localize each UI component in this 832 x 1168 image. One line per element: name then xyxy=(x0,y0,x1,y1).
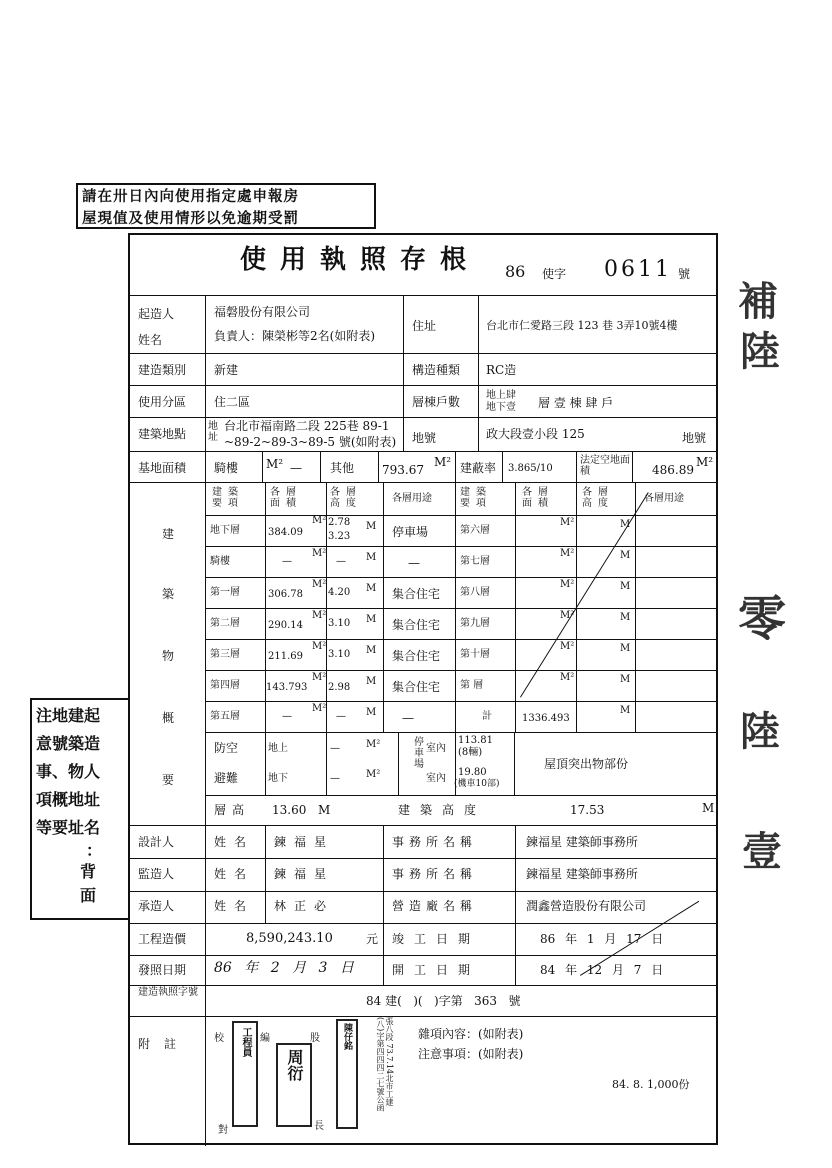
supervisor-name-label: 姓名 xyxy=(214,867,255,881)
struct-label: 構造種類 xyxy=(412,363,461,377)
cost-unit: 元 xyxy=(366,932,379,946)
storey-unit: M xyxy=(318,803,331,817)
sign-edit: 編 xyxy=(260,1033,270,1044)
side-note-line: 事、物人 xyxy=(36,762,101,781)
shelter-below: 地下 xyxy=(268,773,288,784)
floor-use: 集合住宅 xyxy=(392,587,441,601)
floor-use: — xyxy=(402,711,414,725)
unit-m: M xyxy=(620,581,631,592)
floor-height-1: 3.10 xyxy=(328,649,351,660)
other-label: 其他 xyxy=(330,461,355,475)
side-note-line: 項概地址 xyxy=(36,790,101,809)
floors-above: 地上肆 xyxy=(486,390,516,401)
floors-tail: 層 壹 棟 肆 戶 xyxy=(538,396,614,410)
notice-line-1: 請在卅日內向使用指定處申報房 xyxy=(82,188,299,205)
coverage-value: 3.865/10 xyxy=(508,463,553,474)
unit-m2: M² xyxy=(366,739,381,750)
right-edge-mark: 陸 xyxy=(740,708,780,755)
storey-label: 層高 xyxy=(214,803,251,817)
floor-use: 集合住宅 xyxy=(392,680,441,694)
building-height-unit: M xyxy=(702,801,715,815)
notice-stamp xyxy=(76,183,376,229)
floor-name-right: 第 層 xyxy=(460,680,484,691)
unit-m: M xyxy=(620,705,631,716)
floor-height-1: 2.78 xyxy=(328,517,351,528)
unit-m2: M² xyxy=(312,515,327,526)
sign-chief: 長 xyxy=(314,1121,324,1132)
designer-name: 鍊福星 xyxy=(274,835,335,849)
right-edge-mark: 零 xyxy=(738,591,787,647)
engineer-seal xyxy=(232,1021,258,1127)
roof-label: 屋頂突出物部份 xyxy=(544,757,629,771)
floor-use: 集合住宅 xyxy=(392,649,441,663)
parking-indoor-1: 室內 xyxy=(426,743,446,754)
designer-name-label: 姓名 xyxy=(214,835,255,849)
side-note-line: 意號築造 xyxy=(36,734,101,753)
designer-role: 設計人 xyxy=(138,835,175,849)
cert-suffix: 號 xyxy=(678,267,691,281)
building-side-label: 要 xyxy=(162,773,175,787)
permit-sheet xyxy=(128,233,718,1145)
floor-use: 集合住宅 xyxy=(392,618,441,632)
right-edge-mark: 陸 xyxy=(740,328,780,375)
floor-name: 第五層 xyxy=(210,711,240,722)
designer-office: 鍊福星 建築師事務所 xyxy=(526,835,638,849)
unit-m2: M² xyxy=(366,769,381,780)
floor-name: 第二層 xyxy=(210,618,240,629)
start-date: 84 年 12 月 7 日 xyxy=(540,963,664,977)
parking-indoor-2: 室內 xyxy=(426,773,446,784)
building-height-value: 17.53 xyxy=(570,803,605,817)
issue-label: 發照日期 xyxy=(138,963,187,977)
floor-name: 騎樓 xyxy=(210,556,230,567)
floor-area: — xyxy=(282,711,292,722)
address-label: 住址 xyxy=(412,319,437,333)
sign-check: 校 xyxy=(214,1033,224,1044)
header-area-2: 各層面積 xyxy=(522,487,554,509)
side-note-box xyxy=(30,698,130,920)
build-type-value: 新建 xyxy=(214,363,239,377)
header-item: 建築要項 xyxy=(212,487,244,509)
lot-suffix: 地號 xyxy=(682,431,707,445)
unit-m: M xyxy=(366,645,377,656)
builder-label: 起造人 xyxy=(138,307,175,321)
chief-seal xyxy=(276,1043,312,1127)
contractor-name: 林正必 xyxy=(274,899,335,913)
floor-area: 211.69 xyxy=(268,651,303,662)
floor-name-right: 第八層 xyxy=(460,587,490,598)
unit-m2: M² xyxy=(560,610,575,621)
shelter-above: 地上 xyxy=(268,743,288,754)
header-use-2: 各層用途 xyxy=(644,493,684,504)
header-height: 各層高度 xyxy=(330,487,362,509)
contractor-office: 潤鑫營造股份有限公司 xyxy=(526,899,647,913)
parking-value-2: 19.80 xyxy=(458,767,487,778)
site-addr-1: 台北市福南路二段 225巷 89-1 xyxy=(224,419,390,433)
floor-name: 第四層 xyxy=(210,680,240,691)
unit-m2: M² xyxy=(312,548,327,559)
unit-m2: M² xyxy=(560,548,575,559)
done-label: 竣工日期 xyxy=(392,932,481,946)
unit-m: M xyxy=(366,676,377,687)
floor-height-1: — xyxy=(336,556,346,567)
cost-value: 8,590,243.10 xyxy=(246,931,333,946)
side-note-line: ： xyxy=(86,841,103,860)
shelter-b: 避難 xyxy=(214,771,239,785)
floor-name: 地下層 xyxy=(210,525,240,536)
floor-name-right: 第十層 xyxy=(460,649,490,660)
floor-use: 停車場 xyxy=(392,525,429,539)
zone-value: 住二區 xyxy=(214,395,251,409)
designer-office-label: 事務所名稱 xyxy=(392,835,478,849)
sign-proof: 對 xyxy=(218,1125,228,1136)
header-use: 各層用途 xyxy=(392,493,432,504)
shelter-below-value: — xyxy=(330,773,340,784)
contractor-office-label: 營造廠名稱 xyxy=(392,899,478,913)
permit-label: 建造執照字號 xyxy=(138,987,198,998)
site-label: 建築地點 xyxy=(138,427,187,441)
side-note-line: 背 xyxy=(80,862,97,881)
unit-m: M xyxy=(620,643,631,654)
section-seal-text: 陳仔銘 xyxy=(342,1023,352,1050)
builder-address: 台北市仁愛路三段 123 巷 3弄10號4樓 xyxy=(486,319,678,332)
builder-rep: 負責人：陳榮彬等2名(如附表) xyxy=(214,329,375,343)
building-side-label: 建 xyxy=(162,527,175,541)
unit-m2: M² xyxy=(312,672,327,683)
notes-label: 附註 xyxy=(138,1037,191,1051)
header-item-2: 建築要項 xyxy=(460,487,492,509)
other-value: 793.67 xyxy=(382,463,424,477)
floor-height-1: 2.98 xyxy=(328,682,351,693)
print-run-footer: 84. 8. 1,000份 xyxy=(612,1078,690,1091)
page-title: 使用執照存根 xyxy=(240,245,481,275)
engineer-seal-text: 工程員 xyxy=(240,1027,251,1057)
arcade-unit: M² xyxy=(266,457,284,471)
shelter-above-value: — xyxy=(330,743,340,754)
shelter-a: 防空 xyxy=(214,741,239,755)
building-side-label: 物 xyxy=(162,649,175,663)
start-label: 開工日期 xyxy=(392,963,481,977)
notes-line-2: 注意事項：(如附表) xyxy=(418,1047,524,1061)
contractor-name-label: 姓名 xyxy=(214,899,255,913)
storey-value: 13.60 xyxy=(272,803,307,817)
issue-date: 86 年 2 月 3 日 xyxy=(214,960,354,976)
right-edge-mark: 壹 xyxy=(742,828,782,875)
notice-line-2: 屋現值及使用情形以免逾期受罰 xyxy=(82,210,299,227)
void-strike xyxy=(520,493,648,697)
side-note-line: 面 xyxy=(80,886,97,905)
floor-height-2: 3.23 xyxy=(328,531,351,542)
builder-name-label: 姓名 xyxy=(138,333,163,347)
done-date: 86 年 1 月 17 日 xyxy=(540,932,664,946)
coverage-label: 建蔽率 xyxy=(460,461,497,475)
floors-label: 層棟戶數 xyxy=(412,395,461,409)
unit-m: M xyxy=(620,674,631,685)
floor-name-right: 第九層 xyxy=(460,618,490,629)
supervisor-office-label: 事務所名稱 xyxy=(392,867,478,881)
building-height-label: 建築高度 xyxy=(398,803,487,817)
arcade-label: 騎樓 xyxy=(214,461,239,475)
site-addr-label: 地址 xyxy=(208,421,218,443)
unit-m: M xyxy=(620,550,631,561)
open-space-label: 法定空地面積 xyxy=(580,455,630,477)
unit-m2: M² xyxy=(312,641,327,652)
header-area: 各層面積 xyxy=(270,487,302,509)
unit-m2: M² xyxy=(560,672,575,683)
unit-m: M xyxy=(620,612,631,623)
supervisor-name: 鍊福星 xyxy=(274,867,335,881)
total-area: 1336.493 xyxy=(522,713,570,724)
total-label: 計 xyxy=(482,711,492,722)
arcade-value: — xyxy=(290,461,302,475)
reference-note: 張八段 73.7.14北市工建(八)字第四四四二七號公函 xyxy=(376,1017,394,1112)
section-seal xyxy=(336,1019,358,1129)
unit-m2: M² xyxy=(560,517,575,528)
cert-number: 0611 xyxy=(604,257,672,282)
floor-area: 306.78 xyxy=(268,589,303,600)
supervisor-role: 監造人 xyxy=(138,867,175,881)
other-unit: M² xyxy=(434,455,452,469)
lot-label: 地號 xyxy=(412,431,437,445)
unit-m2: M² xyxy=(560,579,575,590)
unit-m: M xyxy=(366,583,377,594)
contractor-role: 承造人 xyxy=(138,899,175,913)
unit-m: M xyxy=(366,614,377,625)
build-type-label: 建造類別 xyxy=(138,363,187,377)
open-space-value: 486.89 xyxy=(652,463,694,477)
header-height-2: 各層高度 xyxy=(582,487,614,509)
parking-label: 停車場 xyxy=(414,737,424,770)
unit-m: M xyxy=(366,707,377,718)
unit-m2: M² xyxy=(312,610,327,621)
floor-name: 第三層 xyxy=(210,649,240,660)
floor-area: 143.793 xyxy=(266,682,308,693)
struct-value: RC造 xyxy=(486,363,517,377)
unit-m: M xyxy=(620,519,631,530)
building-side-label: 築 xyxy=(162,587,175,601)
parking-count-2: (機車10部) xyxy=(454,779,500,789)
supervisor-office: 鍊福星 建築師事務所 xyxy=(526,867,638,881)
right-edge-mark: 補 xyxy=(738,278,778,325)
floor-name: 第一層 xyxy=(210,587,240,598)
sign-section: 股 xyxy=(310,1033,320,1044)
cert-year: 86 xyxy=(505,262,526,281)
base-area-label: 基地面積 xyxy=(138,461,187,475)
parking-count-1: (8輛) xyxy=(458,747,483,758)
side-note-line: 等要址名 xyxy=(36,818,101,837)
floor-use: — xyxy=(408,556,420,570)
unit-m: M xyxy=(366,552,377,563)
floor-height-1: — xyxy=(336,711,346,722)
lot-value: 政大段壹小段 125 xyxy=(486,427,585,441)
floor-height-1: 3.10 xyxy=(328,618,351,629)
parking-value-1: 113.81 xyxy=(458,735,493,746)
floor-area: — xyxy=(282,556,292,567)
floor-name-right: 第六層 xyxy=(460,525,490,536)
unit-m2: M² xyxy=(312,703,327,714)
floor-name-right: 第七層 xyxy=(460,556,490,567)
permit-value: 84 建( )( )字第 363 號 xyxy=(366,994,521,1008)
zone-label: 使用分區 xyxy=(138,395,187,409)
floor-area: 290.14 xyxy=(268,620,303,631)
side-note-line: 注地建起 xyxy=(36,706,101,725)
floor-area: 384.09 xyxy=(268,527,303,538)
chief-seal-text: 周衍 xyxy=(285,1049,304,1081)
site-addr-2: ~89-2~89-3~89-5 號(如附表) xyxy=(224,435,397,449)
notes-line-1: 雜項內容：(如附表) xyxy=(418,1027,524,1041)
builder-company: 福磐股份有限公司 xyxy=(214,305,311,319)
unit-m2: M² xyxy=(560,641,575,652)
unit-m: M xyxy=(366,521,377,532)
floors-below: 地下壹 xyxy=(486,402,516,413)
unit-m2: M² xyxy=(312,579,327,590)
building-side-label: 概 xyxy=(162,711,175,725)
open-space-unit: M² xyxy=(696,455,714,469)
cert-char: 使字 xyxy=(542,267,567,281)
cost-label: 工程造價 xyxy=(138,932,187,946)
floor-height-1: 4.20 xyxy=(328,587,351,598)
